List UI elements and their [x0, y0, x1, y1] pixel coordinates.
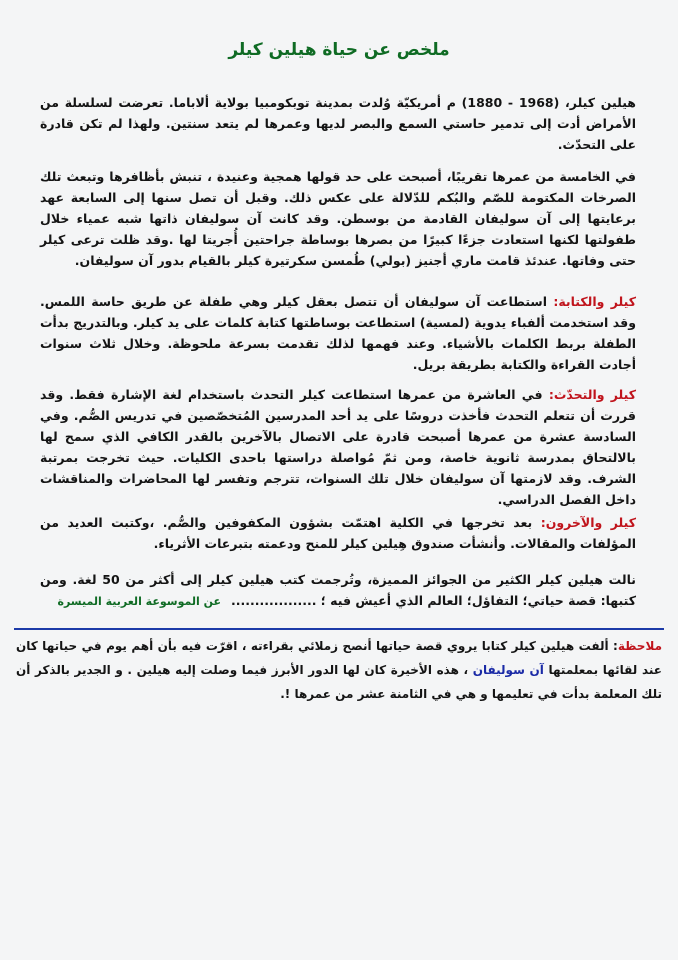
awards-text: نالت هيلين كيلر الكثير من الجوائز المميزة، وتُرجمت كتب هيلين كيلر إلى أكثر من 50 لغة. ومن كتبها: قصة حياتي؛ التفاؤل؛ العالم الذي أعيش فيه ؛ .................. [40, 572, 636, 608]
note-teacher-name: آن سوليفان [472, 663, 544, 677]
others-text: بعد تخرجها في الكلية اهتمّت بشؤون المكفوفين والصُّم. ،وكتبت العديد من المؤلفات والمقالات. وأنشأت صندوق هِيلين كيلر للمنح ودعمته بتبرعات الأثرياء. [40, 515, 636, 551]
awards-paragraph [40, 569, 636, 612]
note-text-2: ، هذه الأخيرة كان لها الدور الأبرز فيما وصلت إليه هيلين . و الجدير بالذكر أن تلك المعلمة بدأت في تعليمها و هي في الثامنة عشر من عمرها !. [16, 663, 662, 701]
writing-label: كيلر والكتابة: [553, 294, 636, 309]
childhood-paragraph: في الخامسة من عمرها تقريبًا، أصبحت على حد قولها همجية وعنيدة ، تنبش بأظافرها وتبعث تلك الصرخات المكتومة للصّم والبُكم للدّلالة على عكس ذلك. وقبل أن تصل سنها إلى السابعة عهد برعايتها إلى آن سوليفان القادمة من بوسطن. وقد كانت آن سوليفان ذاتها شبه عمياء خلال طفولتها لكنها استعادت جزءًا كبيرًا من بصرها بوساطة جراحتين أُجريتا لها .وقد ظلت ترعى كيلر حتى وفاتها. عندئذ قامت ماري أجنيز (بولي) طُمسن سكرتيرة كيلر بالقيام بدور آن سوليفان. [40, 169, 636, 268]
source-citation: عن الموسوعة العربية الميسرة [57, 595, 221, 608]
writing-text: استطاعت آن سوليفان أن تتصل بعقل كيلر وهي طفلة عن طريق حاسة اللمس. وقد استخدمت ألفباء يدوية (لمسية) استطاعت بوساطتها كتابة كلمات على يد كيلر. وبالتدريج بدأت الطفلة بربط الكلمات بالأشياء. وعند فهمها لذلك تقدمت بسرعة ملحوظة. وخلال ثلاث سنوات أجادت القراءة والكتابة بطريقة بريل. [40, 294, 636, 372]
others-paragraph [40, 512, 636, 554]
note-paragraph [16, 634, 662, 706]
writing-paragraph [40, 291, 636, 375]
note-text-1: : ألفت هيلين كيلر كتابا يروي قصة حياتها أنصح زملائي بقراءته ، اقرّت فيه بأن أهم يوم في حياتها كان عند لقائها بمعلمتها [16, 639, 662, 677]
note-label: ملاحظة [617, 639, 662, 653]
speaking-text: في العاشرة من عمرها استطاعت كيلر التحدث باستخدام لغة الإشارة فقط. وقد قررت أن تتعلم التحدث فأخذت دروسًا على يد أحد المدرسين المُتخصّصين في تدريس الصُّم. وفي السادسة عشرة من عمرها أصبحت قادرة على الاتصال بالآخرين بالقدر الكافي الذي سمح لها بالالتحاق بمدرسة ثانوية خاصة، ومن ثمّ مُواصلة دراستها باحدى الكليات. حيث تخرجت بمرتبة الشرف. وقد لازمتها آن سوليفان خلال تلك السنوات، تترجم وتفسر لها المحاضرات والمناقشات داخل الفصل الدراسي. [40, 387, 636, 507]
section-divider [14, 628, 664, 630]
intro-paragraph: هيلين كيلر، (1968 - 1880) م أمريكيّة وُلدت بمدينة توبكومبيا بولاية ألاباما. تعرضت لسلسلة من الأمراض أدت إلى تدمير حاستي السمع والبصر لديها وعمرها لم يتعد سنتين. ولهذا لم تكن قادرة على التحدّث. [40, 95, 636, 152]
page-title: ملخص عن حياة هيلين كيلر [228, 40, 450, 60]
speaking-paragraph [40, 384, 636, 510]
others-label: كيلر والآخرون: [540, 515, 636, 530]
speaking-label: كيلر والتحدّث: [548, 387, 636, 402]
